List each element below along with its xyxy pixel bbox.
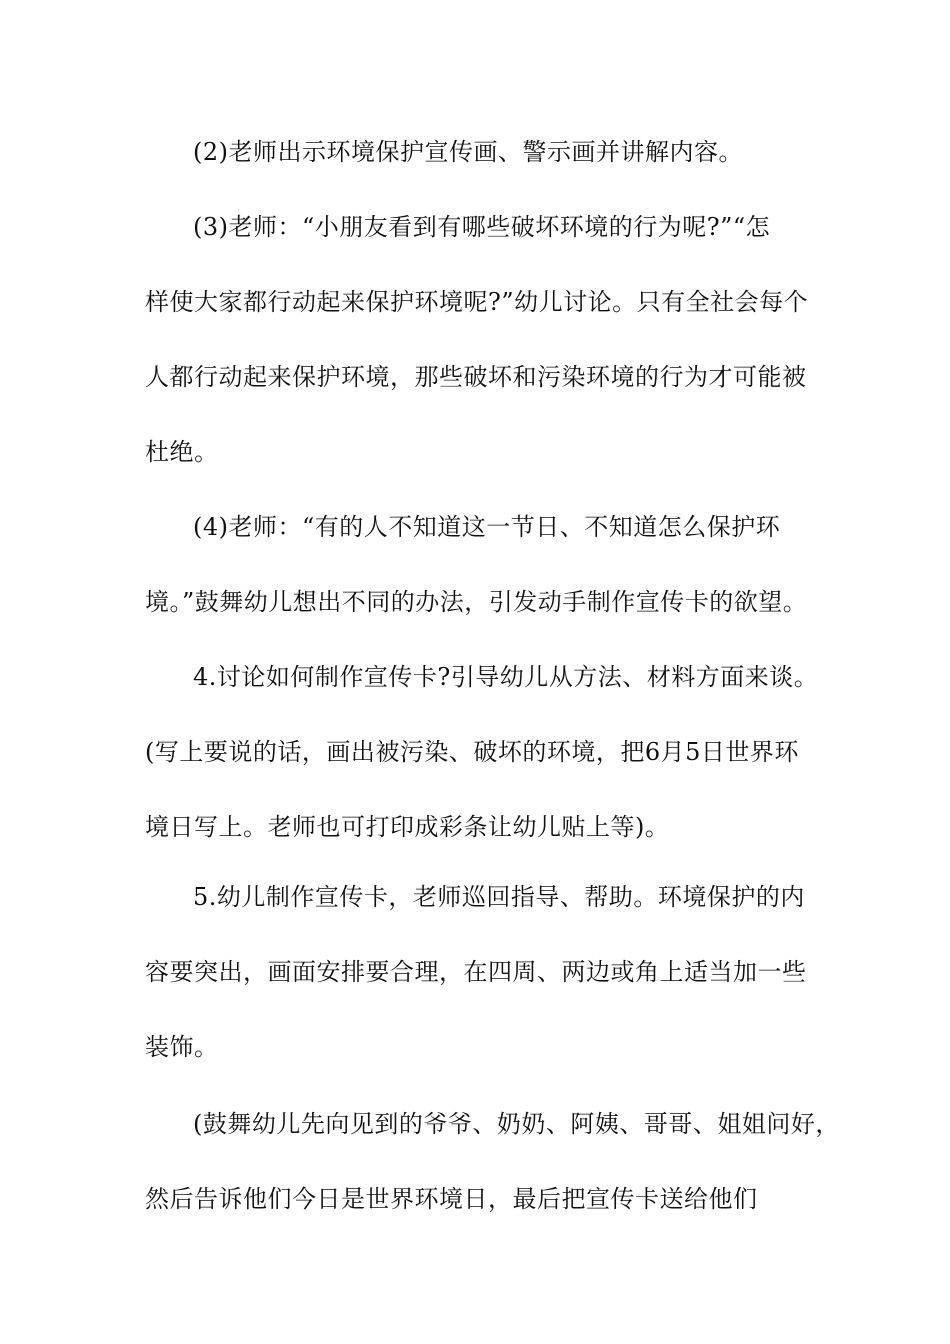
paragraph-line: 4.讨论如何制作宣传卡?引导幼儿从方法、材料方面来谈。	[193, 663, 819, 691]
paragraph-line: 人都行动起来保护环境，那些破坏和污染环境的行为才可能被	[145, 363, 807, 391]
paragraph-line: (鼓舞幼儿先向见到的爷爷、奶奶、阿姨、哥哥、姐姐问好，	[193, 1110, 840, 1138]
paragraph-line: 5.幼儿制作宣传卡，老师巡回指导、帮助。环境保护的内	[193, 883, 805, 911]
paragraph-line: (写上要说的话，画出被污染、破坏的环境，把6月5日世界环	[145, 738, 799, 766]
paragraph-line: 境。”鼓舞幼儿想出不同的办法，引发动手制作宣传卡的欲望。	[145, 588, 808, 616]
paragraph-line: (4)老师：“有的人不知道这一节日、不知道怎么保护环	[193, 513, 781, 541]
paragraph-line: 然后告诉他们今日是世界环境日，最后把宣传卡送给他们	[145, 1185, 758, 1213]
paragraph-line: (2)老师出示环境保护宣传画、警示画并讲解内容。	[193, 138, 743, 166]
paragraph-line: 境日写上。老师也可打印成彩条让幼儿贴上等)。	[145, 813, 670, 841]
paragraph-line: 杜绝。	[145, 438, 219, 466]
paragraph-line: 样使大家都行动起来保护环境呢?”幼儿讨论。只有全社会每个	[145, 288, 809, 316]
paragraph-line: (3)老师：“小朋友看到有哪些破坏环境的行为呢?”“怎	[193, 213, 771, 241]
paragraph-line: 容要突出，画面安排要合理，在四周、两边或角上适当加一些	[145, 958, 807, 986]
paragraph-line: 装饰。	[145, 1033, 219, 1061]
